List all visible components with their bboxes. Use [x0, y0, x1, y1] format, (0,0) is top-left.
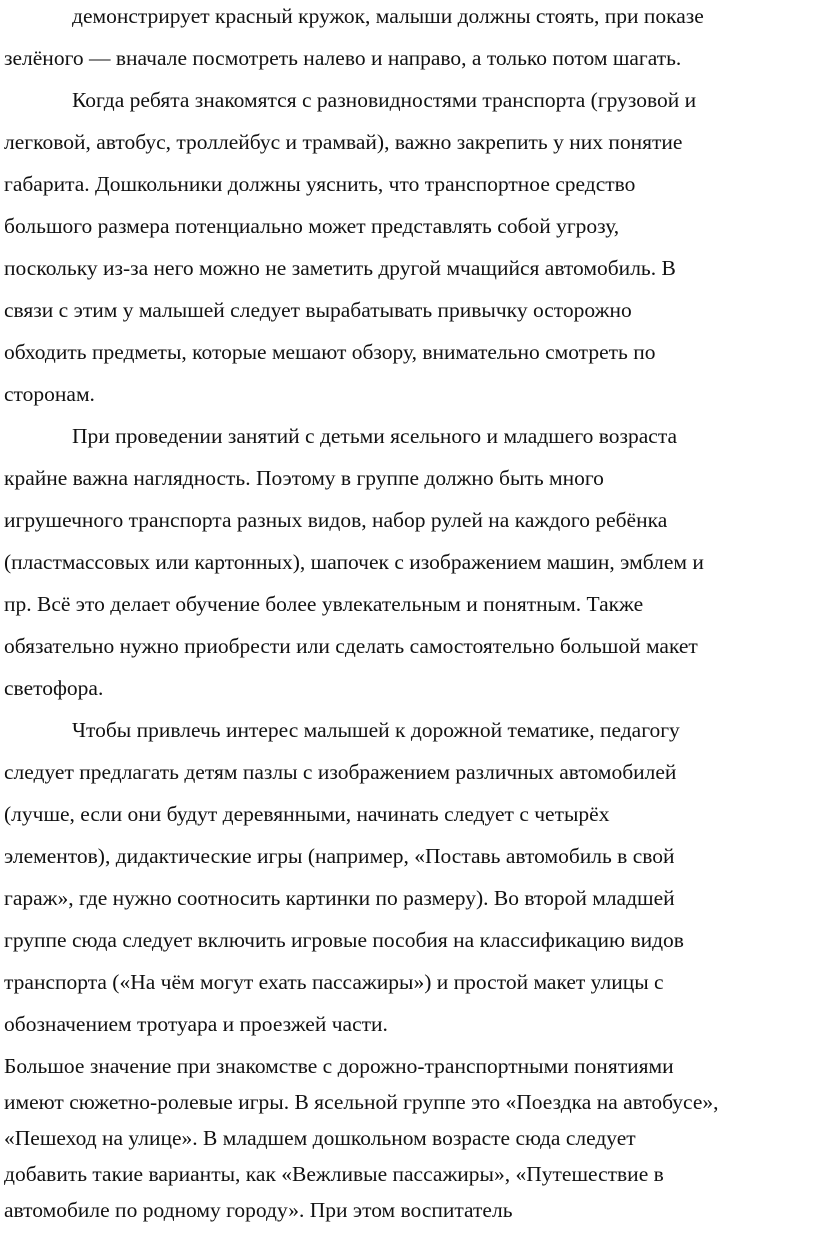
text-line: крайне важна наглядность. Поэтому в группе должно быть много: [4, 466, 604, 490]
paragraph-first-line: Когда ребята знакомятся с разновидностями транспорта (грузовой и: [72, 88, 697, 112]
text-line: демонстрирует красный кружок, малыши должны стоять, при показе: [72, 4, 704, 28]
paragraph-first-line: Чтобы привлечь интерес малышей к дорожной тематике, педагогу: [72, 718, 680, 742]
text-line: игрушечного транспорта разных видов, набор рулей на каждого ребёнка: [4, 508, 668, 532]
text-line: «Пешеход на улице». В младшем дошкольном возрасте сюда следует: [4, 1126, 636, 1150]
text-line: связи с этим у малышей следует вырабатывать привычку осторожно: [4, 298, 632, 322]
text-line: гараж», где нужно соотносить картинки по размеру). Во второй младшей: [4, 886, 675, 910]
text-line: (лучше, если они будут деревянными, начинать следует с четырёх: [4, 802, 610, 826]
text-line: зелёного — вначале посмотреть налево и направо, а только потом шагать.: [4, 46, 682, 70]
text-line: светофора.: [4, 676, 104, 700]
text-line: элементов), дидактические игры (например, «Поставь автомобиль в свой: [4, 844, 675, 868]
text-line: (пластмассовых или картонных), шапочек с изображением машин, эмблем и: [4, 550, 704, 574]
text-line: группе сюда следует включить игровые пособия на классификацию видов: [4, 928, 684, 952]
text-line: обозначением тротуара и проезжей части.: [4, 1012, 388, 1036]
text-line: большого размера потенциально может представлять собой угрозу,: [4, 214, 620, 238]
text-line: транспорта («На чём могут ехать пассажиры») и простой макет улицы с: [4, 970, 664, 994]
text-line: поскольку из-за него можно не заметить другой мчащийся автомобиль. В: [4, 256, 676, 280]
text-line: габарита. Дошкольники должны уяснить, что транспортное средство: [4, 172, 636, 196]
text-line: легковой, автобус, троллейбус и трамвай), важно закрепить у них понятие: [4, 130, 683, 154]
text-line: пр. Всё это делает обучение более увлекательным и понятным. Также: [4, 592, 644, 616]
text-line: добавить такие варианты, как «Вежливые пассажиры», «Путешествие в: [4, 1162, 664, 1186]
paragraph-first-line: При проведении занятий с детьми ясельного и младшего возраста: [72, 424, 678, 448]
text-line: имеют сюжетно-ролевые игры. В ясельной группе это «Поездка на автобусе»,: [4, 1090, 719, 1114]
text-line: обязательно нужно приобрести или сделать самостоятельно большой макет: [4, 634, 698, 658]
paragraph-first-line: Большое значение при знакомстве с дорожно-транспортными понятиями: [4, 1054, 674, 1078]
text-line: обходить предметы, которые мешают обзору, внимательно смотреть по: [4, 340, 656, 364]
text-line: автомобиле по родному городу». При этом воспитатель: [4, 1198, 513, 1222]
text-line: следует предлагать детям пазлы с изображением различных автомобилей: [4, 760, 677, 784]
text-line: сторонам.: [4, 382, 95, 406]
